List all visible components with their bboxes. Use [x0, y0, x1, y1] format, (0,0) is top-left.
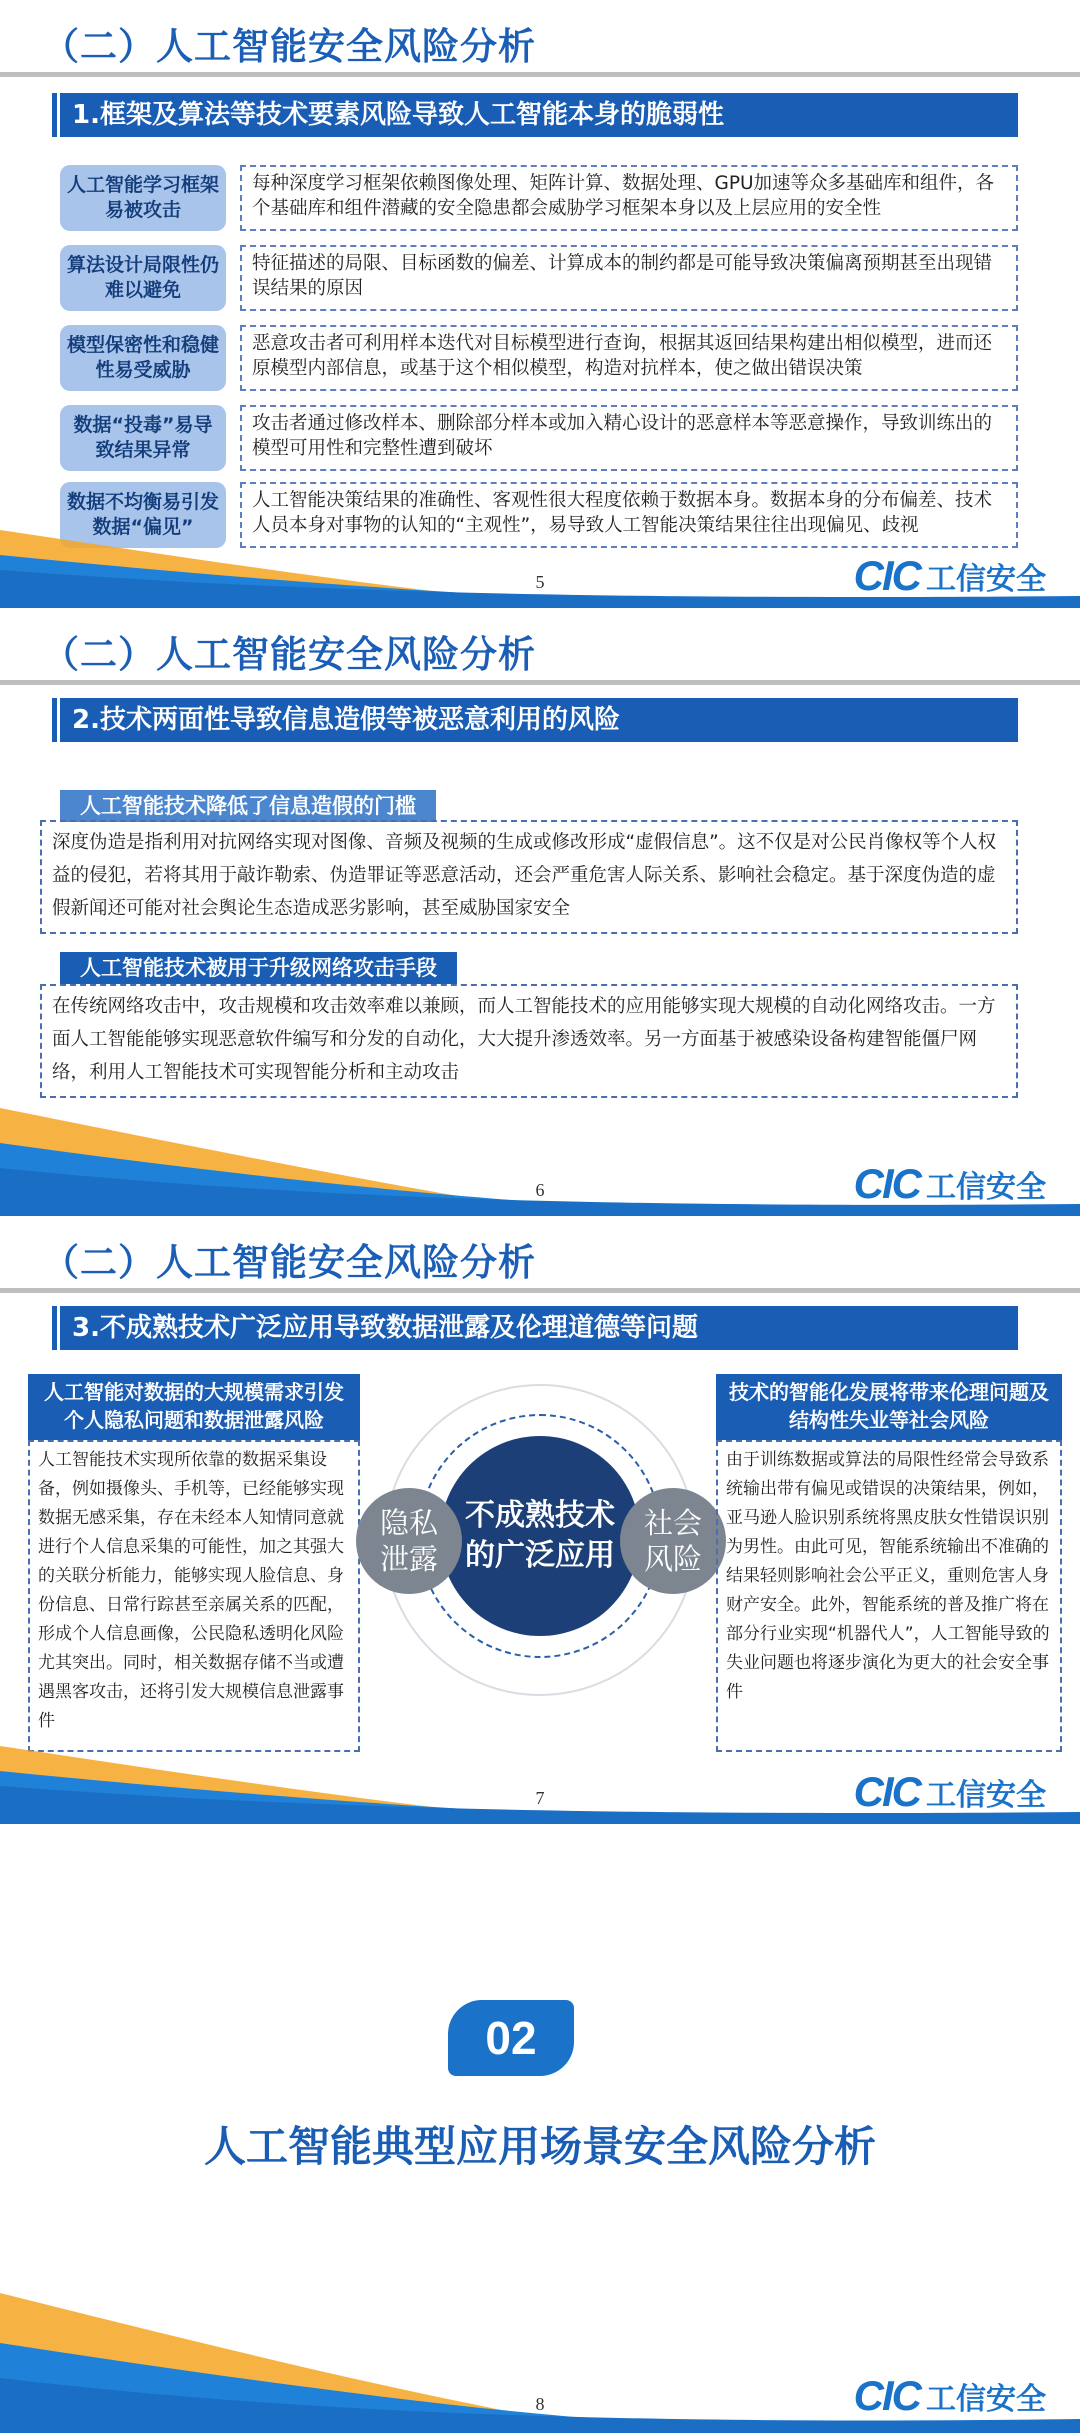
- slide-title: （二）人工智能安全风险分析: [42, 25, 536, 68]
- section-heading: 1.框架及算法等技术要素风险导致人工智能本身的脆弱性: [60, 93, 1018, 137]
- risk-label: 数据“投毒”易导致结果异常: [60, 405, 226, 471]
- slide-title: （二）人工智能安全风险分析: [42, 633, 536, 676]
- privacy-circle: [356, 1488, 462, 1594]
- logo-mark: CIC: [853, 1160, 920, 1207]
- title-divider: [0, 680, 1080, 685]
- logo-mark: CIC: [853, 2372, 920, 2419]
- center-line-1: 不成熟技术: [465, 1498, 615, 1533]
- cic-logo: [854, 552, 1046, 600]
- block-label: 人工智能技术被用于升级网络攻击手段: [60, 952, 457, 984]
- slide-5: [0, 0, 1080, 610]
- center-line-2: 的广泛应用: [465, 1538, 615, 1573]
- logo-mark: CIC: [853, 1768, 920, 1815]
- block-label: 人工智能技术降低了信息造假的门槛: [60, 790, 436, 822]
- risk-label: 算法设计局限性仍难以避免: [60, 245, 226, 311]
- slide-8: [0, 1824, 1080, 2433]
- left-panel-text: 人工智能技术实现所依靠的数据采集设备，例如摄像头、手机等，已经能够实现数据无感采集，存在未经本人知情同意就进行个人信息采集的可能性，加之其强大的关联分析能力，能够实现人脸信息、身份信息、日常行踪甚至亲属关系的匹配，形成个人信息画像，公民隐私透明化风险尤其突出。同时，相关数据存储不当或遭遇黑客攻击，还将引发大规模信息泄露事件: [28, 1440, 360, 1752]
- risk-description: 攻击者通过修改样本、删除部分样本或加入精心设计的恶意样本等恶意操作，导致训练出的模型可用性和完整性遭到破坏: [240, 405, 1018, 471]
- cic-logo: [854, 2372, 1046, 2420]
- logo-text: 工信安全: [926, 1170, 1046, 1205]
- social-risk-circle: [620, 1488, 726, 1594]
- risk-label: 人工智能学习框架易被攻击: [60, 165, 226, 231]
- block-text: 深度伪造是指利用对抗网络实现对图像、音频及视频的生成或修改形成“虚假信息”。这不仅是对公民肖像权等个人权益的侵犯，若将其用于敲诈勒索、伪造罪证等恶意活动，还会严重危害人际关系、影响社会稳定。基于深度伪造的虚假新闻还可能对社会舆论生态造成恶劣影响，甚至威胁国家安全: [40, 820, 1018, 934]
- risk-label: 数据不均衡易引发数据“偏见”: [60, 482, 226, 548]
- risk-description: 恶意攻击者可利用样本迭代对目标模型进行查询，根据其返回结果构建出相似模型，进而还原模型内部信息，或基于这个相似模型，构造对抗样本，使之做出错误决策: [240, 325, 1018, 391]
- risk-row: [60, 245, 1018, 311]
- slide-title: （二）人工智能安全风险分析: [42, 1241, 536, 1284]
- risk-row: [60, 325, 1018, 391]
- risk-description: 特征描述的局限、目标函数的偏差、计算成本的制约都是可能导致决策偏离预期甚至出现错误结果的原因: [240, 245, 1018, 311]
- page-number: 6: [535, 1180, 545, 1200]
- risk-row: [60, 405, 1018, 471]
- section-heading: 2.技术两面性导致信息造假等被恶意利用的风险: [60, 698, 1018, 742]
- block-text: 在传统网络攻击中，攻击规模和攻击效率难以兼顾，而人工智能技术的应用能够实现大规模的自动化网络攻击。一方面人工智能能够实现恶意软件编写和分发的自动化，大大提升渗透效率。另一方面基于被感染设备构建智能僵尸网络，利用人工智能技术可实现智能分析和主动攻击: [40, 984, 1018, 1098]
- risk-description: 每种深度学习框架依赖图像处理、矩阵计算、数据处理、GPU加速等众多基础库和组件，各个基础库和组件潜藏的安全隐患都会威胁学习框架本身以及上层应用的安全性: [240, 165, 1018, 231]
- privacy-line-1: 隐私: [379, 1506, 438, 1540]
- risk-description: 人工智能决策结果的准确性、客观性很大程度依赖于数据本身。数据本身的分布偏差、技术人员本身对事物的认知的“主观性”，易导致人工智能决策结果往往出现偏见、歧视: [240, 482, 1018, 548]
- social-line-2: 风险: [643, 1542, 702, 1576]
- cic-logo: [854, 1768, 1046, 1816]
- slide-6: [0, 608, 1080, 1218]
- right-panel-text: 由于训练数据或算法的局限性经常会导致系统输出带有偏见或错误的决策结果，例如，亚马逊人脸识别系统将黑皮肤女性错误识别为男性。由此可见，智能系统输出不准确的结果轻则影响社会公平正义，重则危害人身财产安全。此外，智能系统的普及推广将在部分行业实现“机器代人”，人工智能导致的失业问题也将逐步演化为更大的社会安全事件: [716, 1440, 1062, 1752]
- logo-text: 工信安全: [926, 2382, 1046, 2417]
- risk-row: [60, 165, 1018, 231]
- page-number: 8: [535, 2394, 545, 2414]
- chapter-number: 02: [485, 2012, 537, 2064]
- privacy-line-2: 泄露: [379, 1542, 438, 1576]
- page-number: 7: [535, 1788, 545, 1808]
- section-heading: 3.不成熟技术广泛应用导致数据泄露及伦理道德等问题: [60, 1306, 1018, 1350]
- right-panel-heading: 技术的智能化发展将带来伦理问题及结构性失业等社会风险: [716, 1374, 1062, 1440]
- chapter-heading: 人工智能典型应用场景安全风险分析: [203, 2122, 876, 2171]
- title-divider: [0, 72, 1080, 77]
- title-divider: [0, 1288, 1080, 1293]
- cic-logo: [854, 1160, 1046, 1208]
- logo-mark: CIC: [853, 552, 920, 599]
- left-panel-heading: 人工智能对数据的大规模需求引发个人隐私问题和数据泄露风险: [28, 1374, 360, 1440]
- center-circle: [440, 1436, 640, 1636]
- page-number: 5: [535, 572, 545, 592]
- slide-7: [0, 1216, 1080, 1826]
- logo-text: 工信安全: [926, 1778, 1046, 1813]
- logo-text: 工信安全: [926, 562, 1046, 597]
- chapter-number-badge: [448, 2000, 574, 2076]
- social-line-1: 社会: [643, 1506, 702, 1540]
- risk-label: 模型保密性和稳健性易受威胁: [60, 325, 226, 391]
